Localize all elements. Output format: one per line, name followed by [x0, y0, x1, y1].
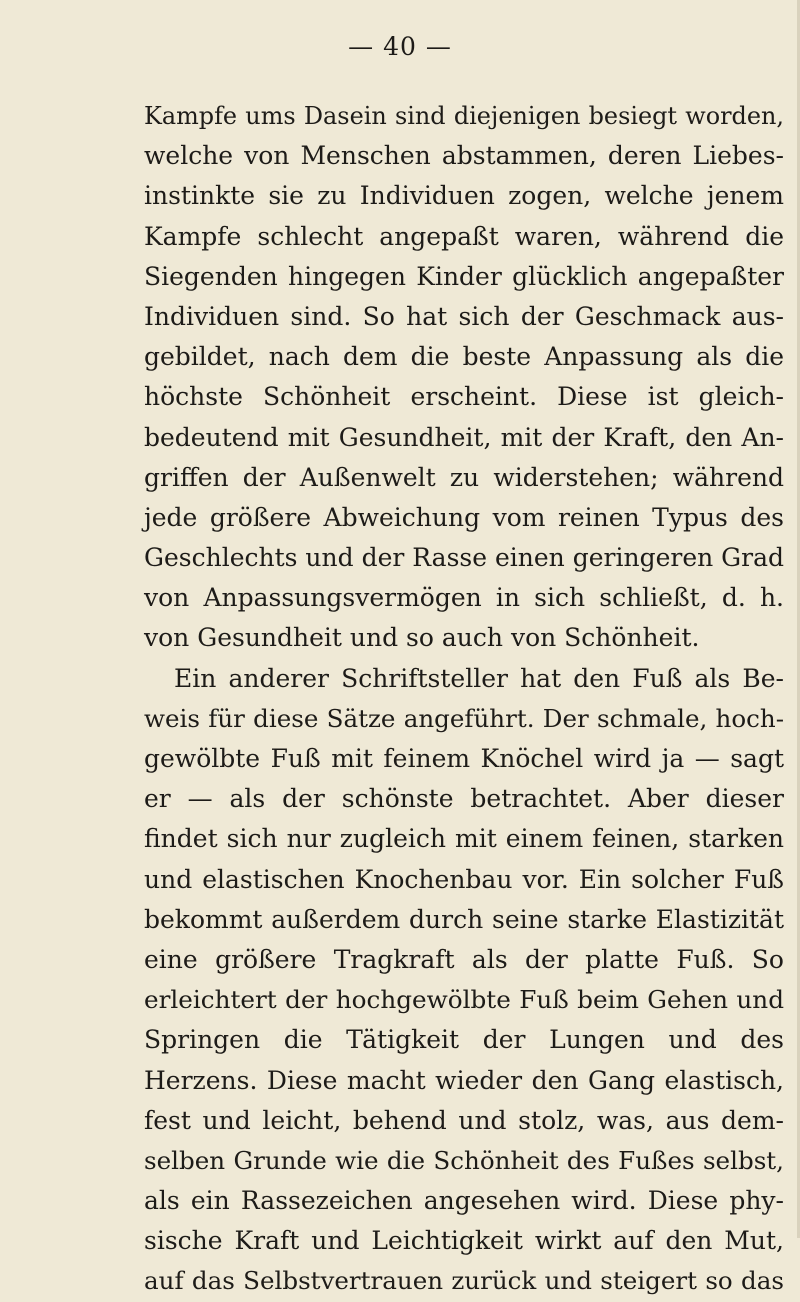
text-line: Individuen sind. So hat sich der Geschmack aus- — [144, 301, 784, 331]
text-line: erleichtert der hochgewölbte Fuß beim Gehen und — [144, 985, 784, 1015]
text-line: jede größere Abweichung vom reinen Typus des — [144, 502, 784, 532]
text-line: griffen der Außenwelt zu widerstehen; während — [144, 462, 784, 492]
text-line: fest und leicht, behend und stolz, was, aus dem- — [144, 1105, 784, 1135]
text-line: gewölbte Fuß mit feinem Knöchel wird ja — sagt — [144, 744, 784, 773]
text-line: er — als der schönste betrachtet. Aber dieser — [144, 784, 784, 814]
text-line: Herzens. Diese macht wieder den Gang elastisch, — [144, 1065, 784, 1095]
text-line: Kampfe schlecht angepaßt waren, während die — [144, 221, 784, 251]
text-line: Kampfe ums Dasein sind diejenigen besiegt worden, — [144, 102, 784, 130]
text-line: Springen die Tätigkeit der Lungen und des — [144, 1025, 784, 1055]
text-line: bekommt außerdem durch seine starke Elastizität — [144, 904, 784, 934]
text-line: bedeutend mit Gesundheit, mit der Kraft, den An- — [144, 422, 784, 452]
text-line: sische Kraft und Leichtigkeit wirkt auf den Mut, — [144, 1226, 784, 1256]
text-line: von Anpassungsvermögen in sich schließt, d. h. — [144, 583, 784, 613]
text-line: selben Grunde wie die Schönheit des Fußes selbst, — [144, 1145, 784, 1175]
page-number: — 40 — — [348, 32, 452, 61]
text-line: instinkte sie zu Individuen zogen, welche jenem — [144, 181, 784, 211]
text-line: und elastischen Knochenbau vor. Ein solcher Fuß — [144, 864, 784, 894]
text-line: welche von Menschen abstammen, deren Liebes- — [144, 141, 784, 171]
text-line: von Gesundheit und so auch von Schönheit. — [144, 623, 700, 653]
text-line: weis für diese Sätze angeführt. Der schmale, hoch- — [144, 703, 784, 733]
text-line: höchste Schönheit erscheint. Diese ist gleich- — [144, 382, 784, 412]
body-text — [144, 96, 784, 1302]
text-line: auf das Selbstvertrauen zurück und steigert so das — [144, 1266, 784, 1296]
text-line: Siegenden hingegen Kinder glücklich angepaßter — [144, 261, 784, 291]
text-line: Ein anderer Schriftsteller hat den Fuß als Be- — [174, 663, 784, 693]
text-line: als ein Rassezeichen angesehen wird. Diese phy- — [144, 1186, 784, 1216]
text-line: findet sich nur zugleich mit einem feinen, starken — [144, 824, 784, 854]
text-line: Geschlechts und der Rasse einen geringeren Grad — [144, 543, 784, 573]
text-line: gebildet, nach dem die beste Anpassung als die — [144, 342, 784, 372]
text-line: eine größere Tragkraft als der platte Fuß. So — [144, 944, 784, 974]
